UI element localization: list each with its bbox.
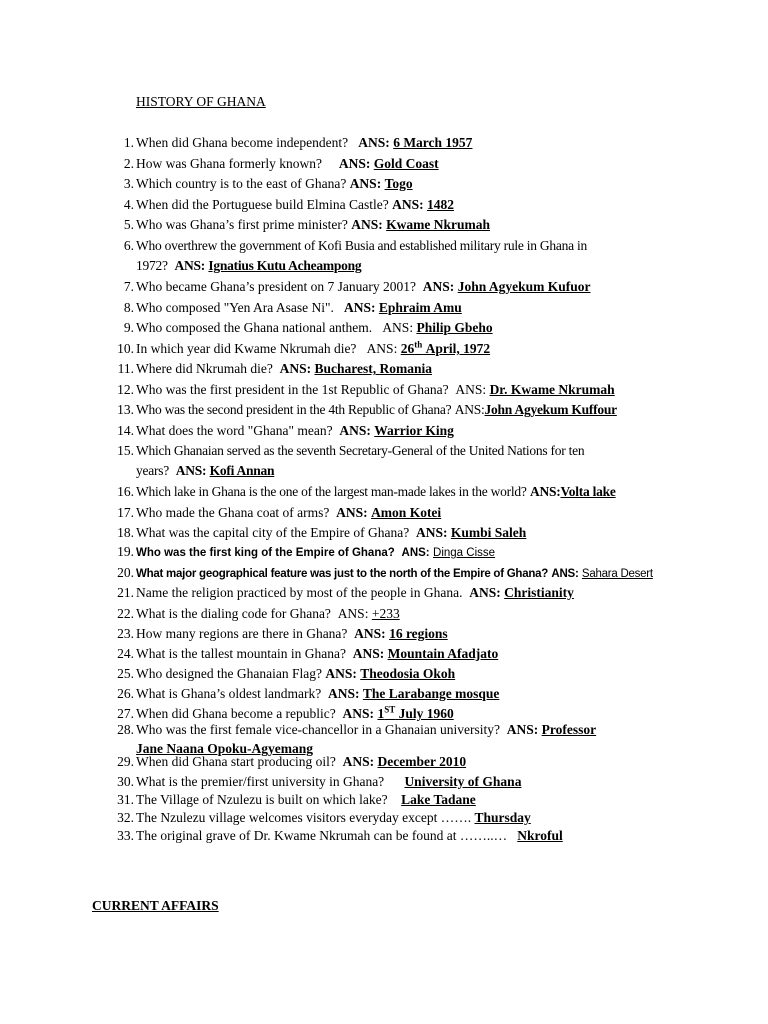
answer-value: Volta lake bbox=[560, 484, 616, 499]
question-line bbox=[136, 318, 493, 338]
question-body bbox=[136, 826, 563, 846]
question-line bbox=[136, 174, 413, 194]
answer-text bbox=[458, 279, 591, 294]
answer-label: ANS: bbox=[469, 585, 501, 600]
answer-ordinal-suffix: th bbox=[414, 339, 423, 350]
answer-text bbox=[374, 423, 454, 438]
question-body bbox=[136, 133, 472, 153]
answer-text bbox=[451, 525, 526, 540]
question-line bbox=[136, 441, 584, 461]
answer-label: ANS: bbox=[354, 626, 386, 641]
answer-text-continued: Jane Naana Opoku-Agyemang bbox=[136, 741, 314, 756]
question-body bbox=[136, 684, 499, 704]
answer-text bbox=[374, 156, 439, 171]
question-body bbox=[136, 752, 466, 772]
answer-label: ANS: bbox=[342, 706, 375, 721]
question-text: The Village of Nzulezu is built on which lake? bbox=[136, 792, 388, 807]
question-number: 28. bbox=[117, 722, 134, 737]
question-number: 15. bbox=[117, 443, 134, 458]
answer-value: Kumbi Saleh bbox=[450, 525, 527, 540]
question-text: Who was the second president in the 4th Republic of Ghana? bbox=[136, 402, 452, 417]
question-line-continued bbox=[136, 461, 584, 481]
question-body bbox=[136, 583, 574, 603]
question-text: Who designed the Ghanaian Flag? bbox=[136, 666, 322, 681]
question-number: 3. bbox=[123, 176, 134, 191]
question-line bbox=[136, 421, 454, 441]
question-number: 33. bbox=[117, 828, 134, 843]
question-line bbox=[136, 684, 499, 704]
answer-label: ANS: bbox=[325, 666, 357, 681]
question-number: 21. bbox=[117, 585, 134, 600]
question-text: Which Ghanaian served as the seventh Secretary-General of the United Nations for ten bbox=[136, 443, 585, 458]
answer-value: Professor bbox=[541, 722, 597, 737]
question-body bbox=[136, 644, 498, 664]
question-line bbox=[136, 720, 596, 740]
question-text: Which lake in Ghana is the one of the largest man-made lakes in the world? bbox=[136, 484, 527, 499]
answer-value: Kwame Nkrumah bbox=[386, 217, 490, 232]
answer-text bbox=[485, 402, 617, 417]
answer-label: ANS: bbox=[339, 423, 371, 438]
question-body bbox=[136, 195, 454, 215]
answer-value: Warrior King bbox=[374, 423, 454, 438]
answer-value: Dinga Cisse bbox=[433, 547, 496, 559]
question-line bbox=[136, 790, 476, 810]
answer-text bbox=[582, 568, 653, 580]
question-number: 19. bbox=[117, 544, 134, 559]
answer-value: University of Ghana bbox=[404, 774, 522, 789]
answer-ordinal: 26 bbox=[400, 341, 415, 356]
answer-text bbox=[401, 341, 490, 356]
question-number: 31. bbox=[117, 792, 134, 807]
question-body bbox=[136, 400, 617, 420]
answer-value: Lake Tadane bbox=[401, 792, 476, 807]
answer-text bbox=[517, 828, 563, 843]
question-body bbox=[136, 808, 531, 828]
answer-value: The Larabange mosque bbox=[362, 686, 500, 701]
question-body bbox=[136, 772, 521, 792]
question-text: Who was the first king of the Empire of Ghana? bbox=[136, 547, 395, 559]
question-line bbox=[136, 154, 439, 174]
question-number: 4. bbox=[123, 197, 134, 212]
question-line bbox=[136, 542, 495, 563]
question-line bbox=[136, 772, 521, 792]
question-line bbox=[136, 503, 441, 523]
question-text: Who was the first president in the 1st Republic of Ghana? bbox=[136, 382, 449, 397]
question-line bbox=[136, 644, 498, 664]
question-body bbox=[136, 277, 590, 297]
answer-label: ANS: bbox=[338, 156, 371, 171]
answer-text bbox=[208, 258, 361, 273]
answer-label: ANS: bbox=[455, 382, 487, 397]
answer-label: ANS: bbox=[392, 197, 424, 212]
answer-value: Theodosia Okoh bbox=[360, 666, 456, 681]
question-number: 26. bbox=[117, 686, 134, 701]
answer-text bbox=[542, 722, 596, 737]
answer-text bbox=[433, 547, 495, 559]
question-line bbox=[136, 380, 615, 400]
question-line bbox=[136, 752, 466, 772]
answer-label: ANS: bbox=[382, 320, 414, 335]
question-body bbox=[136, 604, 400, 624]
question-text: What major geographical feature was just to the north of the Empire of Ghana? bbox=[136, 568, 549, 580]
question-line bbox=[136, 808, 531, 828]
question-number: 6. bbox=[123, 238, 134, 253]
question-number: 11. bbox=[117, 361, 134, 376]
answer-label: ANS: bbox=[416, 525, 448, 540]
answer-value: Amon Kotei bbox=[371, 505, 442, 520]
answer-text bbox=[363, 686, 500, 701]
answer-label: ANS: bbox=[337, 606, 369, 621]
question-number: 23. bbox=[117, 626, 134, 641]
question-line bbox=[136, 400, 617, 420]
answer-text bbox=[401, 792, 476, 807]
answer-value: Mountain Afadjato bbox=[387, 646, 499, 661]
answer-text bbox=[475, 810, 531, 825]
answer-text bbox=[388, 646, 499, 661]
question-text: Which country is to the east of Ghana? bbox=[136, 176, 347, 191]
question-line bbox=[136, 482, 616, 502]
question-text: Who overthrew the government of Kofi Busia and established military rule in Ghana in bbox=[136, 238, 587, 253]
question-line bbox=[136, 215, 490, 235]
question-number: 5. bbox=[123, 217, 134, 232]
question-line bbox=[136, 563, 653, 584]
answer-label: ANS: bbox=[175, 463, 207, 478]
question-body bbox=[136, 421, 454, 441]
question-text: When did Ghana start producing oil? bbox=[136, 754, 336, 769]
question-number: 10. bbox=[117, 341, 134, 356]
question-text: Name the religion practiced by most of the people in Ghana. bbox=[136, 585, 463, 600]
answer-label: ANS: bbox=[336, 505, 368, 520]
answer-label: ANS: bbox=[454, 402, 485, 417]
answer-value: 6 March 1957 bbox=[393, 135, 473, 150]
answer-label: ANS: bbox=[174, 258, 206, 273]
question-text-continued: 1972? bbox=[136, 258, 168, 273]
question-number: 2. bbox=[123, 156, 134, 171]
question-body bbox=[136, 174, 413, 194]
section-heading-history: HISTORY OF GHANA bbox=[136, 94, 266, 109]
question-line bbox=[136, 604, 400, 624]
question-line bbox=[136, 195, 454, 215]
answer-text bbox=[360, 666, 455, 681]
question-body bbox=[136, 563, 653, 584]
answer-text bbox=[490, 382, 615, 397]
answer-value: Ignatius Kutu Acheampong bbox=[208, 258, 362, 273]
answer-text bbox=[389, 626, 448, 641]
question-body bbox=[136, 790, 476, 810]
question-number: 20. bbox=[117, 565, 134, 580]
answer-value: 16 regions bbox=[389, 626, 448, 641]
question-line bbox=[136, 133, 472, 153]
answer-ordinal-suffix: ST bbox=[384, 704, 396, 715]
question-number: 29. bbox=[117, 754, 134, 769]
answer-text bbox=[377, 754, 466, 769]
question-line bbox=[136, 339, 490, 359]
question-body bbox=[136, 624, 448, 644]
question-text: When did Ghana become a republic? bbox=[136, 706, 336, 721]
answer-value: +233 bbox=[371, 606, 400, 621]
answer-value: 1482 bbox=[426, 197, 454, 212]
question-body bbox=[136, 664, 455, 684]
answer-text bbox=[504, 585, 574, 600]
question-text: What is the tallest mountain in Ghana? bbox=[136, 646, 346, 661]
answer-label: ANS: bbox=[366, 341, 398, 356]
section-heading-current-affairs: CURRENT AFFAIRS bbox=[92, 898, 219, 913]
answer-text bbox=[427, 197, 454, 212]
answer-label: ANS: bbox=[506, 722, 539, 737]
question-body bbox=[136, 359, 432, 379]
answer-value: Ephraim Amu bbox=[378, 300, 462, 315]
question-number: 22. bbox=[117, 606, 134, 621]
question-line bbox=[136, 277, 590, 297]
question-text: What is the dialing code for Ghana? bbox=[136, 606, 331, 621]
question-text: Who was Ghana’s first prime minister? bbox=[136, 217, 348, 232]
question-text: In which year did Kwame Nkrumah die? bbox=[136, 341, 357, 356]
answer-label: ANS: bbox=[344, 300, 376, 315]
answer-label: ANS: bbox=[327, 686, 360, 701]
question-body bbox=[136, 215, 490, 235]
question-text: How many regions are there in Ghana? bbox=[136, 626, 348, 641]
answer-text bbox=[371, 505, 441, 520]
question-body bbox=[136, 380, 615, 400]
answer-label: ANS: bbox=[422, 279, 455, 294]
answer-label: ANS: bbox=[530, 484, 561, 499]
answer-text bbox=[377, 706, 453, 721]
question-text: How was Ghana formerly known? bbox=[136, 156, 322, 171]
answer-value: Philip Gbeho bbox=[416, 320, 493, 335]
answer-value: Sahara Desert bbox=[581, 568, 653, 580]
question-number: 17. bbox=[117, 505, 134, 520]
question-number: 30. bbox=[117, 774, 134, 789]
question-text: What does the word "Ghana" mean? bbox=[136, 423, 333, 438]
answer-label: ANS: bbox=[279, 361, 312, 376]
answer-value: Gold Coast bbox=[373, 156, 439, 171]
question-line bbox=[136, 583, 574, 603]
question-text: What was the capital city of the Empire of Ghana? bbox=[136, 525, 410, 540]
answer-ordinal: 1 bbox=[377, 706, 385, 721]
question-text: Where did Nkrumah die? bbox=[136, 361, 273, 376]
answer-value: Christianity bbox=[504, 585, 574, 600]
question-body bbox=[136, 298, 462, 318]
answer-value: John Agyekum Kuffour bbox=[484, 402, 617, 417]
answer-label: ANS: bbox=[351, 217, 383, 232]
question-text: Who composed the Ghana national anthem. bbox=[136, 320, 373, 335]
answer-text bbox=[416, 320, 492, 335]
answer-text bbox=[386, 217, 490, 232]
answer-value: April, 1972 bbox=[425, 341, 491, 356]
answer-value: Thursday bbox=[474, 810, 531, 825]
question-number: 12. bbox=[117, 382, 134, 397]
question-text: The Nzulezu village welcomes visitors everyday except ……. bbox=[136, 810, 472, 825]
question-text: When did Ghana become independent? bbox=[136, 135, 349, 150]
question-number: 32. bbox=[117, 810, 134, 825]
question-body bbox=[136, 441, 584, 481]
question-body bbox=[136, 339, 490, 359]
question-text: What is the premier/first university in Ghana? bbox=[136, 774, 385, 789]
answer-value: Togo bbox=[384, 176, 413, 191]
answer-value: Kofi Annan bbox=[209, 463, 275, 478]
question-body bbox=[136, 236, 587, 276]
question-text: Who made the Ghana coat of arms? bbox=[136, 505, 330, 520]
answer-text bbox=[210, 463, 275, 478]
question-number: 8. bbox=[123, 300, 134, 315]
question-line bbox=[136, 359, 432, 379]
question-text: When did the Portuguese build Elmina Castle? bbox=[136, 197, 389, 212]
question-text: Who was the first female vice-chancellor in a Ghanaian university? bbox=[136, 722, 500, 737]
question-body bbox=[136, 503, 441, 523]
question-line-continued bbox=[136, 256, 587, 276]
answer-value: Nkroful bbox=[517, 828, 563, 843]
answer-label: ANS: bbox=[342, 754, 375, 769]
question-text-continued: years? bbox=[136, 463, 169, 478]
answer-value: July 1960 bbox=[398, 706, 454, 721]
answer-label: ANS: bbox=[349, 176, 382, 191]
question-body bbox=[136, 318, 493, 338]
question-number: 9. bbox=[123, 320, 134, 335]
answer-label: ANS: bbox=[352, 646, 385, 661]
question-number: 14. bbox=[117, 423, 134, 438]
answer-text bbox=[561, 484, 616, 499]
answer-label: ANS: bbox=[551, 568, 579, 580]
answer-text bbox=[314, 361, 432, 376]
question-text: The original grave of Dr. Kwame Nkrumah can be found at ……..… bbox=[136, 828, 508, 843]
question-body bbox=[136, 542, 495, 563]
question-number: 13. bbox=[117, 402, 134, 417]
question-number: 16. bbox=[117, 484, 134, 499]
answer-label: ANS: bbox=[401, 547, 430, 559]
answer-value: Bucharest, Romania bbox=[314, 361, 432, 376]
answer-value: John Agyekum Kufuor bbox=[457, 279, 591, 294]
question-number: 27. bbox=[117, 706, 134, 721]
question-line bbox=[136, 298, 462, 318]
answer-text bbox=[372, 606, 400, 621]
question-number: 1. bbox=[123, 135, 134, 150]
answer-label: ANS: bbox=[358, 135, 390, 150]
question-number: 25. bbox=[117, 666, 134, 681]
question-body bbox=[136, 523, 526, 543]
answer-value: December 2010 bbox=[377, 754, 467, 769]
answer-text bbox=[379, 300, 462, 315]
question-text: Who composed "Yen Ara Asase Ni". bbox=[136, 300, 334, 315]
answer-text bbox=[404, 774, 521, 789]
question-line bbox=[136, 624, 448, 644]
answer-text bbox=[393, 135, 472, 150]
question-number: 24. bbox=[117, 646, 134, 661]
question-number: 7. bbox=[123, 279, 134, 294]
question-number: 18. bbox=[117, 525, 134, 540]
question-line bbox=[136, 826, 563, 846]
question-text: Who became Ghana’s president on 7 January 2001? bbox=[136, 279, 417, 294]
answer-value: Dr. Kwame Nkrumah bbox=[489, 382, 615, 397]
question-body bbox=[136, 482, 616, 502]
question-line bbox=[136, 523, 526, 543]
question-body bbox=[136, 154, 439, 174]
question-line bbox=[136, 236, 587, 256]
question-text: What is Ghana’s oldest landmark? bbox=[136, 686, 322, 701]
question-line bbox=[136, 664, 455, 684]
answer-text bbox=[385, 176, 413, 191]
